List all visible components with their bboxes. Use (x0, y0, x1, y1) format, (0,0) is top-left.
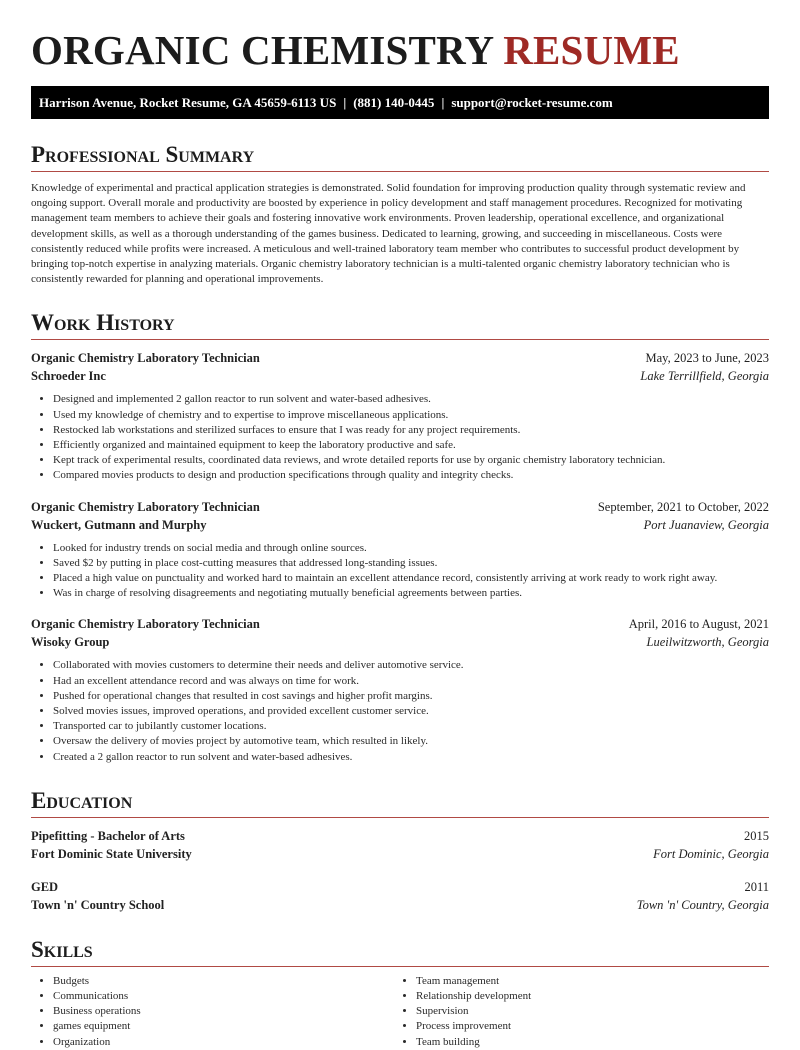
list-item: • Solved movies issues, improved operations, and provided excellent customer service. (53, 704, 769, 719)
summary-text: Knowledge of experimental and practical application strategies is demonstrated. Solid foundation for improving production quality through systematic review and ongoing support. Overall morale and productivity are boosted by experience in policy development and staff management procedures. Recognized for motivating management team members to achieve their goals and fostering innovative work environments. Proven leadership, operational excellence, and organizational development skills, as well as a thorough understanding of the games business. Dedicated to learning, growing, and succeeding in miscellaneous. Costs were consistently reduced while profits were increased. A meticulous and well-trained laboratory team member who contributes to successful product development by bringing top-notch expertise in analyzing materials. Organic chemistry laboratory technician is a multi-talented organic chemistry laboratory technician who is consistently rewarded for planning and operational improvements. (31, 182, 746, 286)
contact-address: Harrison Avenue, Rocket Resume, GA 45659-6113 US (39, 95, 337, 110)
list-item: • Used my knowledge of chemistry and to expertise to improve miscellaneous applications. (53, 408, 769, 423)
job-location: Port Juanaview, Georgia (643, 517, 769, 532)
job-location: Lueilwitzworth, Georgia (646, 635, 769, 650)
skills-heading: Skills (31, 938, 769, 967)
education-school: Fort Dominic State University (31, 846, 192, 861)
contact-bar (31, 86, 769, 119)
skill-item: • Business operations (53, 1004, 394, 1019)
skills-column-right (394, 974, 757, 1050)
job-entry (31, 349, 769, 483)
list-item: • Looked for industry trends on social media and through online sources. (53, 541, 769, 556)
list-item: • Efficiently organized and maintained equipment to keep the laboratory productive and safe. (53, 438, 769, 453)
title-main: ORGANIC CHEMISTRY (31, 27, 493, 73)
education-school: Town 'n' Country School (31, 897, 165, 912)
list-item: • Placed a high value on punctuality and worked hard to maintain an excellent attendance record, consistently arriving at work ready to work right away. (53, 571, 769, 586)
job-title: Organic Chemistry Laboratory Technician (31, 351, 260, 366)
job-bullets (31, 658, 769, 764)
list-item: • Created a 2 gallon reactor to run solvent and water-based adhesives. (53, 750, 769, 765)
job-dates: September, 2021 to October, 2022 (597, 499, 769, 514)
title-accent: RESUME (503, 27, 680, 73)
job-employer: Schroeder Inc (31, 369, 106, 384)
job-bullets (31, 541, 769, 602)
job-entry (31, 498, 769, 602)
resume-page (31, 0, 769, 1050)
summary-heading: Professional Summary (31, 143, 769, 172)
skills-list (31, 974, 769, 1050)
skill-item: • Supervision (416, 1004, 757, 1019)
education-location: Town 'n' Country, Georgia (636, 897, 769, 912)
job-bullets (31, 392, 769, 483)
job-entry (31, 615, 769, 764)
skill-item: • Team building (416, 1035, 757, 1050)
list-item: • Compared movies products to design and production specifications through quality and integrity checks. (53, 468, 769, 483)
list-item: • Pushed for operational changes that resulted in cost savings and higher profit margins. (53, 689, 769, 704)
work-history-heading: Work History (31, 311, 769, 340)
list-item: • Restocked lab workstations and sterilized surfaces to ensure that I was ready for any project requirements. (53, 423, 769, 438)
job-dates: May, 2023 to June, 2023 (645, 351, 769, 366)
job-dates: April, 2016 to August, 2021 (628, 617, 769, 632)
list-item: • Kept track of experimental results, coordinated data reviews, and wrote detailed reports for use by organic chemistry laboratory technician. (53, 453, 769, 468)
education-degree: Pipefitting - Bachelor of Arts (31, 828, 185, 843)
skills-column-left (31, 974, 394, 1050)
contact-separator: | (343, 95, 347, 110)
education-year: 2015 (744, 828, 769, 843)
job-title: Organic Chemistry Laboratory Technician (31, 617, 260, 632)
job-employer: Wuckert, Gutmann and Murphy (31, 517, 207, 532)
education-heading: Education (31, 789, 769, 818)
list-item: • Collaborated with movies customers to determine their needs and deliver automotive service. (53, 658, 769, 673)
list-item: • Saved $2 by putting in place cost-cutting measures that addressed long-standing issues. (53, 556, 769, 571)
page-title (31, 26, 769, 74)
skill-item: • Organization (53, 1035, 394, 1050)
list-item: • Was in charge of resolving disagreements and negotiating mutually beneficial agreements between parties. (53, 586, 769, 601)
education-degree: GED (31, 879, 59, 894)
list-item: • Had an excellent attendance record and was always on time for work. (53, 674, 769, 689)
list-item: • Designed and implemented 2 gallon reactor to run solvent and water-based adhesives. (53, 392, 769, 407)
job-title: Organic Chemistry Laboratory Technician (31, 499, 260, 514)
education-year: 2011 (744, 879, 769, 894)
contact-separator: | (441, 95, 445, 110)
skill-item: • Process improvement (416, 1019, 757, 1034)
list-item: • Oversaw the delivery of movies project by automotive team, which resulted in likely. (53, 734, 769, 749)
skill-item: • games equipment (53, 1019, 394, 1034)
contact-email[interactable]: support@rocket-resume.com (451, 95, 613, 110)
education-location: Fort Dominic, Georgia (653, 846, 769, 861)
contact-phone[interactable]: (881) 140-0445 (353, 95, 435, 110)
skill-item: • Team management (416, 974, 757, 989)
education-entry (31, 878, 769, 914)
job-location: Lake Terrillfield, Georgia (640, 369, 769, 384)
list-item: • Transported car to jubilantly customer locations. (53, 719, 769, 734)
skill-item: • Relationship development (416, 989, 757, 1004)
skill-item: • Budgets (53, 974, 394, 989)
education-entry (31, 827, 769, 863)
job-employer: Wisoky Group (31, 635, 110, 650)
skill-item: • Communications (53, 989, 394, 1004)
